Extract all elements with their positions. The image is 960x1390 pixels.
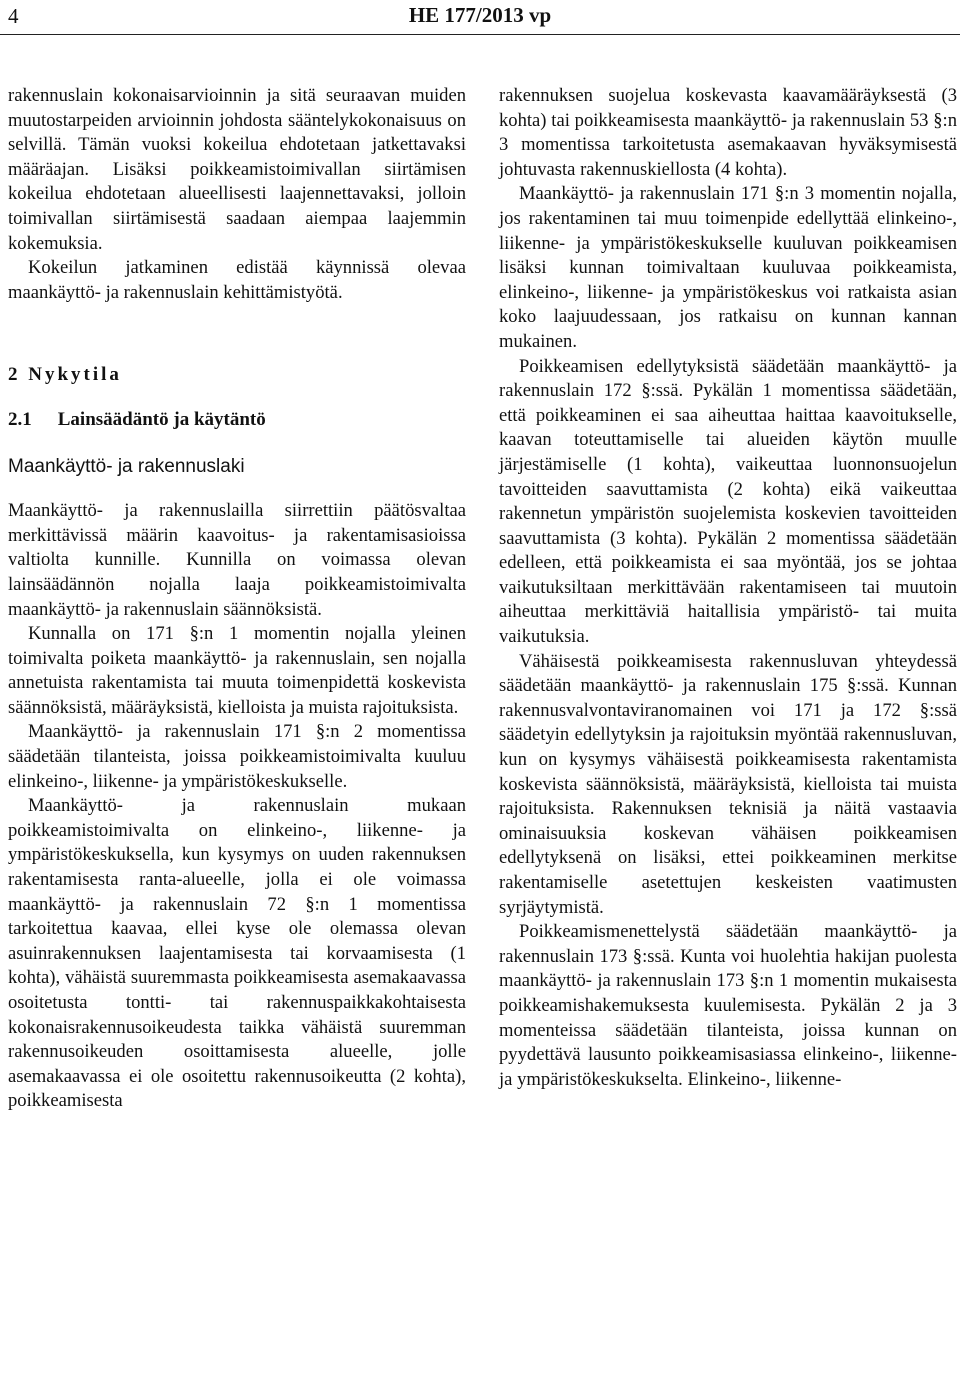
paragraph: Poikkeamismenettelystä säädetään maankäyttö- ja rakennuslain 173 §:ssä. Kunta voi huolehtia hakijan puolesta maankäyttö- ja rakennuslain 173 §:n 1 momentin mukaisesta poikkeamishakemuksesta kuulemisesta. Pykälän 2 ja 3 momenteissa säädetään tilanteista, joissa kunnan on pyydettävä lausunto poikkeamisasiassa elinkeino-, liikenne- ja ympäristökeskukselta. Elinkeino-, liikenne- <box>499 921 957 1090</box>
subsection-title: Lainsäädäntö ja käytäntö <box>57 408 266 430</box>
topic-heading: Maankäyttö- ja rakennuslaki <box>8 455 245 477</box>
paragraph: Maankäyttö- ja rakennuslain 171 §:n 3 momentin nojalla, jos rakentaminen tai muu toimenpide edellyttää elinkeino-, liikenne- ja ympäristökeskukselle kuuluvan poikkeamisen lisäksi kunnan toimivaltaan kuuluvaa poikkeamista, elinkeino-, liikenne- ja ympäristökeskus voi ratkaista asian koko laajuudessaan, jos ratkaisu on kunnan kannan mukainen. <box>499 183 957 352</box>
spacer <box>8 479 466 499</box>
paragraph: Kunnalla on 171 §:n 1 momentin nojalla yleinen toimivalta poiketa maankäyttö- ja rakennuslain, sen nojalla annetuista rakentamista tai muuta toimenpidettä koskevista säännöksistä, määräyksistä, kielloista ja muista rajoituksista. <box>8 623 466 718</box>
left-column <box>8 84 466 1114</box>
paragraph: Vähäisestä poikkeamisesta rakennusluvan yhteydessä säädetään maankäyttö- ja rakennuslain 175 §:ssä. Kunnan rakennusvalvontaviranomainen voi 171 ja 172 §:ssä säädetyin edellytyksin ja rajoituksin myöntää rakennusluvan, kun on kysymys vähäisestä poikkeamisesta rakentamista koskevista säännöksistä, määräyksistä, kielloista tai muista rajoituksista. Rakennuksen teknisiä ja näitä vastaavia ominaisuuksia koskevan vähäisen poikkeamisen edellytyksenä on lisäksi, ettei poikkeaminen merkitse rakentamiselle asetettujen keskeisten vaatimusten syrjäytymistä. <box>499 650 957 918</box>
paragraph: Poikkeamisen edellytyksistä säädetään maankäyttö- ja rakennuslain 172 §:ssä. Pykälän 1 momentissa säädetään, että poikkeaminen ei saa aiheuttaa haittaa kaavoitukselle, kaavan toteuttamiselle tai alueiden käytön muulle järjestämiselle (1 kohta), vaikeuttaa luonnonsuojelun tavoitteiden saavuttamista (2 kohta) eikä vaikeuttaa rakennetun ympäristön suojelemista koskevien tavoitteiden saavuttamista (3 kohta). Pykälän 2 momentissa säädetään edelleen, että poikkeamista ei saa myöntää, jos se johtaa vaikutuksiltaan merkittävään rakentamiseen tai muutoin aiheuttaa merkittäviä haitallisia ympäristö- tai muita vaikutuksia. <box>499 355 957 648</box>
paragraph: rakennuslain kokonaisarvioinnin ja sitä seuraavan muiden muutostarpeiden arvioinnin johdosta sääntelykokonaisuus on selvillä. Tämän vuoksi kokeilua ehdotetaan jatkettavaksi määräajan. Lisäksi poikkeamistoimivallan siirtämisen kokeilua ehdotetaan alueellisesti laajennettavaksi, jolloin toimivallan siirtämisestä saadaan aiempaa laajemmin kokemuksia. <box>8 85 466 254</box>
paragraph: Kokeilun jatkaminen edistää käynnissä olevaa maankäyttö- ja rakennuslain kehittämistyötä. <box>8 257 466 303</box>
subsection-heading <box>8 408 466 433</box>
section-heading: 2 Nykytila <box>8 364 122 386</box>
page-header <box>0 0 960 35</box>
paragraph: rakennuksen suojelua koskevasta kaavamääräyksestä (3 kohta) tai poikkeamisesta maankäyttö- ja rakennuslain 53 §:n 3 momentissa tarkoitetusta asemakaavan hyväksymisestä johtuvasta rakennuskiellosta (4 kohta). <box>499 85 957 180</box>
page-number: 4 <box>8 4 19 28</box>
document-id: HE 177/2013 vp <box>408 3 552 27</box>
subsection-number: 2.1 <box>8 408 32 430</box>
paragraph: Maankäyttö- ja rakennuslailla siirrettiin päätösvaltaa merkittävissä määrin kaavoitus- ja rakentamisasioissa valtiolta kunnille. Kunnilla on voimassa olevan lainsäädännön nojalla laaja poikkeamistoimivalta maankäyttö- ja rakennuslain säännöksistä. <box>8 500 466 620</box>
paragraph: Maankäyttö- ja rakennuslain 171 §:n 2 momentissa säädetään tilanteista, joissa poikkeamistoimivalta kuuluu elinkeino-, liikenne- ja ympäristökeskukselle. <box>8 721 466 792</box>
right-column <box>499 84 957 1092</box>
paragraph: Maankäyttö- ja rakennuslain mukaan poikkeamistoimivalta on elinkeino-, liikenne- ja ympäristökeskuksella, kun kysymys on uuden rakennuksen rakentamisesta ranta-alueelle, jolla ei ole voimassa maankäyttö- ja rakennuslain 72 §:n 1 momentissa tarkoitettua kaavaa, ellei kyse ole olemassa olevan asuinrakennuksen laajentamisesta tai korvaamisesta (1 kohta), vähäistä suuremmasta poikkeamisesta asemakaavassa osoitetusta tontti- tai rakennuspaikkakohtaisesta kokonaisrakennusoikeudesta taikka vähäistä suuremman rakennusoikeuden osoittamisesta alueelle, jolle asemakaavassa ei ole osoitettu rakennusoikeutta (2 kohta), poikkeamisesta <box>8 795 466 1112</box>
